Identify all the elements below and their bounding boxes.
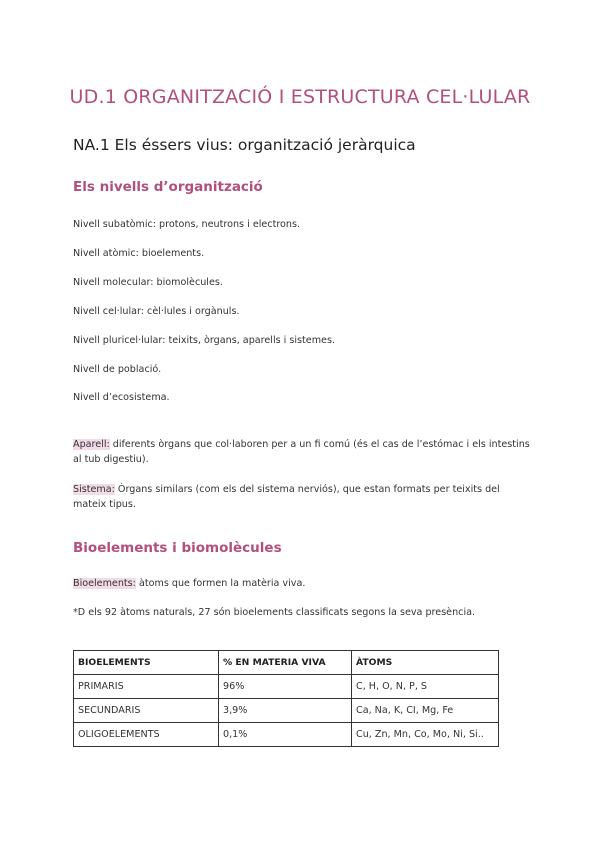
table-row: [74, 675, 499, 699]
table-cell: C, H, O, N, P, S: [352, 675, 499, 699]
heading-bioelements: Bioelements i biomolècules: [73, 540, 282, 556]
column-header: BIOELEMENTS: [74, 651, 219, 675]
table-cell: OLIGOELEMENTS: [74, 723, 219, 747]
table-row: [74, 723, 499, 747]
table-header-row: [74, 651, 499, 675]
definition-sistema: [73, 482, 533, 512]
section-title: NA.1 Els éssers vius: organització jeràrquica: [73, 136, 416, 154]
list-item: Nivell de població.: [73, 364, 162, 375]
table-row: [74, 699, 499, 723]
table-cell: Ca, Na, K, CI, Mg, Fe: [352, 699, 499, 723]
list-item: Nivell cel·lular: cèl·lules i orgànuls.: [73, 306, 240, 317]
definition-text: Òrgans similars (com els del sistema nerviós), que estan formats per teixits del mateix tipus.: [73, 484, 500, 510]
column-header: % EN MATERIA VIVA: [219, 651, 352, 675]
list-item: Nivell d’ecosistema.: [73, 392, 170, 403]
list-item: Nivell molecular: biomolècules.: [73, 277, 223, 288]
table-cell: SECUNDARIS: [74, 699, 219, 723]
heading-levels: Els nivells d’organització: [73, 179, 263, 195]
term-highlight: Sistema:: [73, 484, 115, 495]
definition-aparell: [73, 437, 533, 467]
page-title: UD.1 ORGANITZACIÓ I ESTRUCTURA CEL·LULAR: [69, 86, 531, 108]
note: *D els 92 àtoms naturals, 27 són bioelements classificats segons la seva presència.: [73, 607, 476, 618]
term-highlight: Aparell:: [73, 439, 110, 450]
term-highlight: Bioelements:: [73, 578, 136, 589]
definition-text: àtoms que formen la matèria viva.: [135, 578, 306, 589]
table-cell: PRIMARIS: [74, 675, 219, 699]
list-item: Nivell atòmic: bioelements.: [73, 248, 205, 259]
bioelements-table: [73, 650, 499, 747]
table-cell: 96%: [219, 675, 352, 699]
table-cell: 3,9%: [219, 699, 352, 723]
list-item: Nivell subatòmic: protons, neutrons i electrons.: [73, 219, 301, 230]
list-item: Nivell pluricel·lular: teixits, òrgans, aparells i sistemes.: [73, 335, 336, 346]
table-cell: 0,1%: [219, 723, 352, 747]
table-cell: Cu, Zn, Mn, Co, Mo, Ni, Si..: [352, 723, 499, 747]
column-header: ÀTOMS: [352, 651, 499, 675]
definition-bioelements: [73, 576, 533, 591]
definition-text: diferents òrgans que col·laboren per a un fi comú (és el cas de l’estómac i els intestins al tub digestiu).: [73, 439, 530, 465]
